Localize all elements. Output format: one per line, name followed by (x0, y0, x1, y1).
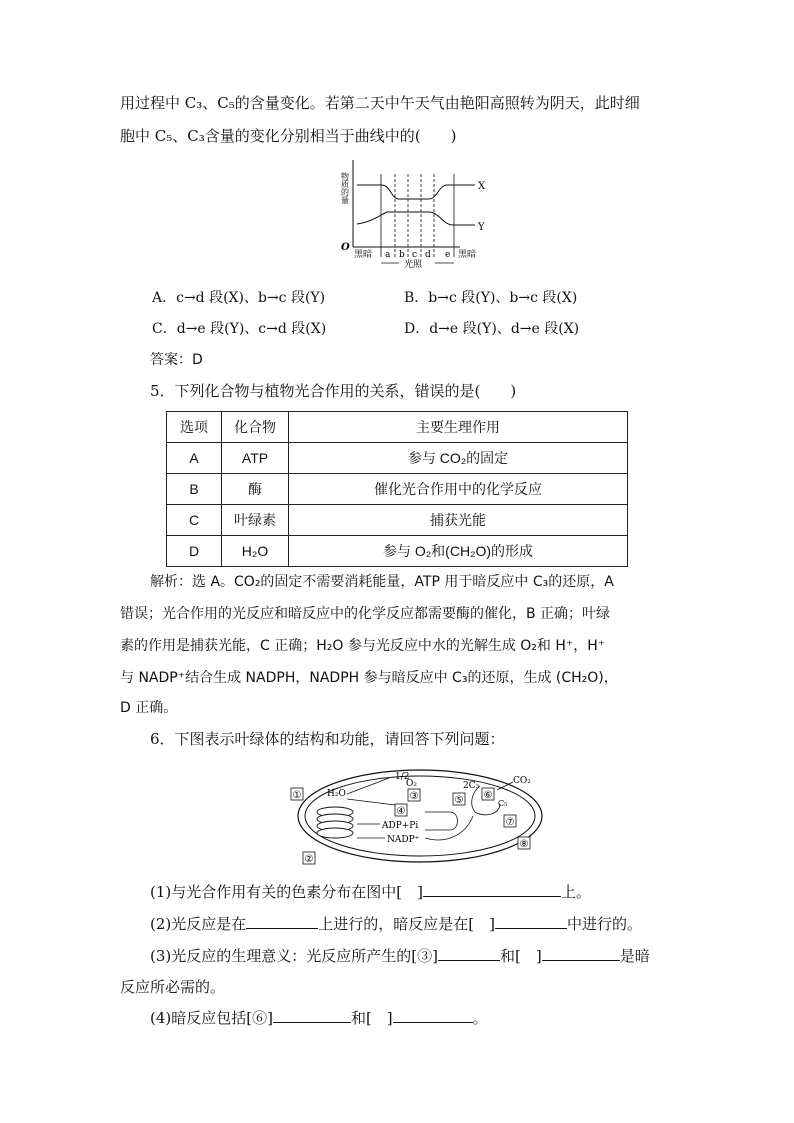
graph-y-label: 物质的量 (340, 172, 350, 204)
curve-x (357, 185, 475, 199)
curve-y-label: Y (478, 222, 485, 233)
label-6 (482, 788, 494, 801)
table-row (167, 474, 628, 505)
curve-y (357, 212, 475, 225)
subquestion-1: (1)与光合作用有关的色素分布在图中[ ] 上。 (150, 883, 591, 901)
subquestion-3-cont: 反应所必需的。 (120, 978, 226, 996)
question-5-stem: 5．下列化合物与植物光合作用的关系，错误的是( ) (150, 382, 517, 400)
relation-table (166, 411, 628, 567)
nadp-label: NADP⁺ (387, 835, 420, 845)
blank-1-1[interactable] (423, 882, 561, 897)
svg-text:④: ④ (396, 806, 406, 817)
table-cell: 参与 O₂和(CH₂O)的形成 (289, 536, 628, 567)
table-cell: 参与 CO₂的固定 (289, 443, 628, 474)
c5-label: C₅ (498, 799, 508, 808)
table-row (167, 536, 628, 567)
table-cell: H₂O (222, 536, 289, 567)
svg-text:③: ③ (409, 791, 419, 802)
explanation-line-2: 错误；光合作用的光反应和暗反应中的化学反应都需要酶的催化，B 正确；叶绿 (120, 606, 611, 622)
label-1 (291, 788, 303, 801)
h2o-label: H₂O (327, 789, 346, 799)
table-cell: B (167, 474, 222, 505)
table-cell: C (167, 505, 222, 536)
answer-line: 答案：D (150, 352, 203, 368)
table-header-row (167, 412, 628, 443)
seg-label-e: e (445, 250, 451, 260)
explanation-line-4: 与 NADP⁺结合生成 NADPH，NADPH 参与暗反应中 C₃的还原，生成 (CH₂O)， (120, 670, 618, 686)
blank-4-1[interactable] (273, 1008, 351, 1023)
table-cell: 捕获光能 (289, 505, 628, 536)
paragraph-line-2: 胞中 C₅、C₃含量的变化分别相当于曲线中的( ) (120, 127, 457, 145)
table-cell: A (167, 443, 222, 474)
svg-text:⑦: ⑦ (505, 817, 515, 828)
label-3 (408, 789, 420, 802)
subquestion-2: (2)光反应是在 上进行的，暗反应是在[ ] 中进行的。 (150, 915, 642, 933)
label-2 (303, 852, 315, 865)
atp-cycle-line (425, 812, 458, 830)
curve-graph (335, 152, 505, 270)
label-7 (504, 815, 516, 828)
co2-label: CO₂ (513, 776, 531, 786)
chloroplast-diagram (285, 766, 555, 866)
o2-label: O₂ (406, 779, 417, 789)
table-header: 选项 (167, 412, 222, 443)
seg-label-b: b (399, 250, 405, 260)
blank-3-2[interactable] (542, 946, 620, 961)
arrow-to-4 (347, 799, 395, 805)
blank-2-2[interactable] (495, 914, 567, 929)
table-cell: 催化光合作用中的化学反应 (289, 474, 628, 505)
nadp-return-line (425, 816, 473, 840)
paragraph-line-1: 用过程中 C₃、C₅的含量变化。若第二天中午天气由艳阳高照转为阴天，此时细 (120, 94, 640, 112)
table-header: 主要生理作用 (289, 412, 628, 443)
explanation-line-1: 解析：选 A。CO₂的固定不需要消耗能量，ATP 用于暗反应中 C₃的还原，A (150, 574, 614, 590)
subquestion-4: (4)暗反应包括[⑥] 和[ ] 。 (150, 1009, 488, 1027)
explanation-line-3: 素的作用是捕获光能，C 正确；H₂O 参与光反应中水的光解生成 O₂和 H⁺，H⁺ (120, 638, 606, 654)
option-a: A．c→d 段(X)、b→c 段(Y) (152, 290, 326, 306)
blank-4-2[interactable] (393, 1008, 473, 1023)
label-5 (453, 793, 465, 806)
half-label: 1/2 (395, 772, 410, 782)
curve-x-label: X (478, 181, 486, 192)
c3-label: 2C₃ (463, 781, 480, 791)
table-row (167, 505, 628, 536)
explanation-line-5: D 正确。 (120, 700, 178, 716)
seg-label-dark-right: 黑暗 (458, 250, 477, 260)
option-d: D．d→e 段(Y)、d→e 段(X) (404, 321, 580, 337)
origin-label: O (341, 242, 350, 253)
svg-text:⑥: ⑥ (483, 790, 493, 801)
table-cell: ATP (222, 443, 289, 474)
svg-text:⑤: ⑤ (454, 795, 464, 806)
blank-2-1[interactable] (246, 914, 318, 929)
svg-text:⑧: ⑧ (519, 839, 529, 850)
table-cell: D (167, 536, 222, 567)
seg-label-c: c (412, 250, 418, 260)
adp-label: ADP+Pi (382, 821, 419, 831)
table-cell: 叶绿素 (222, 505, 289, 536)
blank-3-1[interactable] (438, 946, 500, 961)
seg-label-d: d (425, 250, 431, 260)
question-6-stem: 6．下图表示叶绿体的结构和功能，请回答下列问题： (150, 730, 505, 748)
label-4 (395, 804, 407, 817)
option-b: B．b→c 段(Y)、b→c 段(X) (404, 290, 578, 306)
seg-label-a: a (385, 250, 391, 260)
light-label: 光照 (404, 260, 423, 270)
subquestion-3: (3)光反应的生理意义：光反应所产生的[③] 和[ ] 是暗 (150, 947, 650, 965)
label-8 (518, 837, 530, 850)
table-cell: 酶 (222, 474, 289, 505)
option-c: C．d→e 段(Y)、c→d 段(X) (152, 321, 327, 337)
table-row (167, 443, 628, 474)
table-header: 化合物 (222, 412, 289, 443)
svg-text:①: ① (292, 790, 302, 801)
svg-text:②: ② (304, 854, 314, 865)
seg-label-dark-left: 黑暗 (354, 250, 373, 260)
grana-stack (317, 807, 353, 838)
